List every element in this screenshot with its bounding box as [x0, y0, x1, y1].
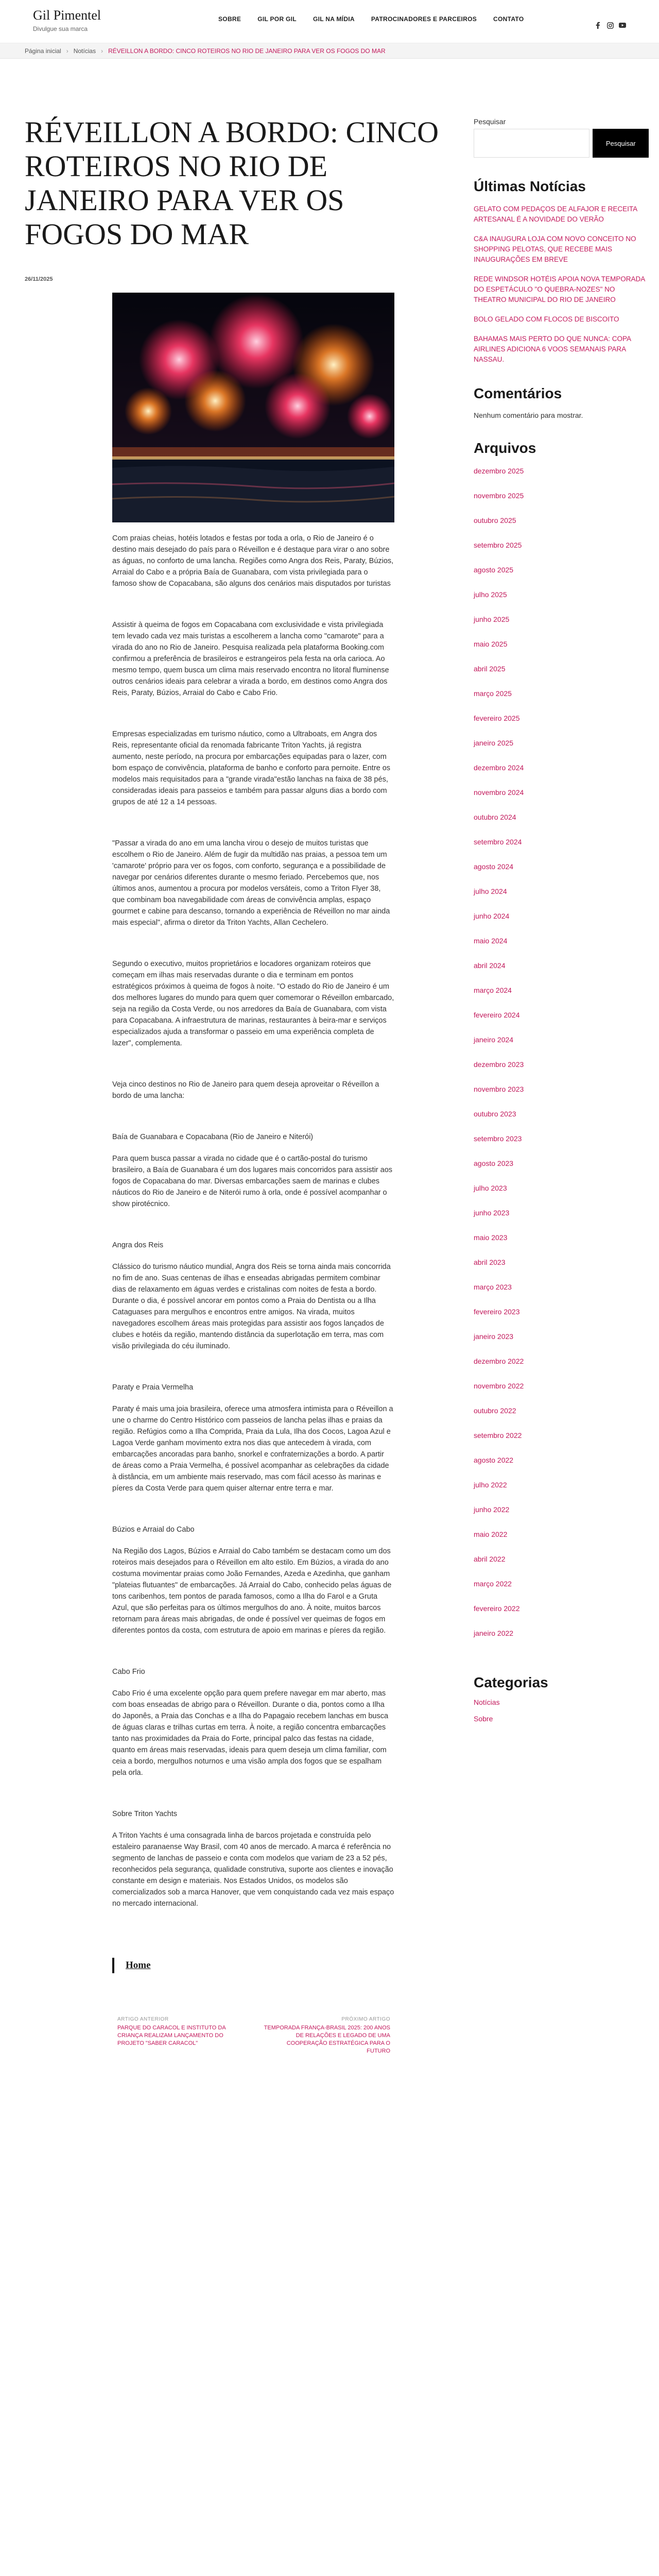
archive-item[interactable]: maio 2025 [474, 640, 508, 648]
paragraph: Segundo o executivo, muitos proprietários e locadores organizam roteiros que começam em ilhas mais reservadas durante o dia e terminam em pontos estratégicos próximos à queima de fogos à noite. "O estado do Rio de Janeiro é um dos melhores lugares do mundo para quem quer comemorar o Réveillon embarcado, seja na região da Costa Verde, ou nos arredores da Baía de Guanabara, com vista para Copacabana. A infraestrutura de marinas, restaurantes à beira-mar e serviços especializados ajuda a transformar o passeio em uma experiência completa de lazer", complementa. [112, 960, 394, 1047]
nav-item-gil-por-gil[interactable]: GIL POR GIL [257, 15, 297, 23]
content-layout [0, 59, 659, 2055]
nav-item-patrocinadores[interactable]: PATROCINADORES E PARCEIROS [371, 15, 477, 23]
breadcrumb-chevron-icon: › [101, 47, 103, 55]
archive-item[interactable]: setembro 2022 [474, 1431, 522, 1439]
article [25, 59, 447, 2055]
post-tags [112, 1958, 394, 1973]
sidebar [474, 59, 649, 2055]
archive-item[interactable]: outubro 2023 [474, 1110, 516, 1118]
archives-list [474, 467, 649, 1654]
paragraph: Veja cinco destinos no Rio de Janeiro para quem deseja aproveitar o Réveillon a bordo de uma lancha: [112, 1080, 379, 1100]
section-heading: Paraty e Praia Vermelha [112, 1383, 194, 1392]
facebook-icon[interactable] [594, 22, 601, 29]
section-heading: Sobre Triton Yachts [112, 1810, 178, 1818]
archive-item[interactable]: maio 2022 [474, 1530, 508, 1538]
archive-item[interactable]: dezembro 2025 [474, 467, 524, 475]
archive-item[interactable]: maio 2024 [474, 937, 508, 945]
archive-item[interactable]: novembro 2025 [474, 492, 524, 500]
archives-title: Arquivos [474, 440, 536, 456]
archive-item[interactable]: julho 2023 [474, 1184, 507, 1192]
next-post-label: PRÓXIMO ARTIGO [341, 2016, 390, 2022]
paragraph: Assistir à queima de fogos em Copacabana com exclusividade e vista privilegiada tem levado cada vez mais turistas a escolherem a lancha como "camarote" para a virada do ano no Rio de Janeiro. Pesquisa realizada pela plataforma Booking.com confirmou a preferência de brasileiros e estrangeiros pela festa na orla carioca. Ao mesmo tempo, quem busca um clima mais reservado encontra no litoral fluminense outros cenários ideais para celebrar a virada a bordo, em destinos como Angra dos Reis, Paraty, Búzios, Arraial do Cabo e Cabo Frio. [112, 621, 389, 697]
next-post-title[interactable]: TEMPORADA FRANÇA-BRASIL 2025: 200 ANOS DE RELAÇÕES E LEGADO DE UMA COOPERAÇÃO ESTRATÉGICA PARA O FUTURO [264, 2025, 390, 2054]
nav-item-gil-na-midia[interactable]: GIL NA MÍDIA [313, 15, 355, 23]
archive-item[interactable]: janeiro 2022 [474, 1629, 514, 1637]
archive-item[interactable]: janeiro 2023 [474, 1332, 514, 1341]
archive-item[interactable]: abril 2025 [474, 665, 506, 673]
archive-item[interactable]: novembro 2024 [474, 788, 524, 796]
prev-post-label: ARTIGO ANTERIOR [117, 2016, 169, 2022]
archive-item[interactable]: agosto 2023 [474, 1159, 514, 1167]
archive-item[interactable]: julho 2025 [474, 590, 507, 599]
post-content [112, 533, 394, 1909]
section-heading: Angra dos Reis [112, 1241, 164, 1249]
archive-item[interactable]: junho 2025 [474, 615, 510, 623]
category-item-sobre[interactable]: Sobre [474, 1715, 493, 1723]
search-label: Pesquisar [474, 117, 506, 126]
paragraph: Clássico do turismo náutico mundial, Angra dos Reis se torna ainda mais concorrida no fim de ano. Suas centenas de ilhas e enseadas abrigadas permitem combinar dias de relaxamento em águas verdes e cristalinas com noites de festa a bordo. Durante o dia, é possível ancorar em pontos como a Praia do Dentista ou a Ilha Cataguases para mergulhos e encontros entre amigos. Na virada, muitos navegadores escolhem áreas mais protegidas para assistir aos fogos lançados de clubes e hotéis da região, mantendo distância da superlotação em terra, mas com visão privilegiada do céu iluminado. [112, 1263, 391, 1350]
featured-image-fireworks [112, 293, 394, 522]
archive-item[interactable]: dezembro 2022 [474, 1357, 524, 1365]
archive-item[interactable]: setembro 2024 [474, 838, 522, 846]
paragraph: Paraty é mais uma joia brasileira, oferece uma atmosfera intimista para o Réveillon a une o charme do Centro Histórico com passeios de lancha pelas ilhas e praias da região. Refúgios como a Ilha Comprida, Praia da Lula, Ilha dos Cocos, Lagoa Azul e Lagoa Verde ganham movimento extra nos dias que antecedem à virada, com embarcações ancoradas para banho, snorkel e confraternizações a bordo. A partir de áreas como a Praia Vermelha, é possível acompanhar as celebrações da cidade à distância, em um ambiente mais reservado, mas com fácil acesso às marinas e píeres da Costa Verde para quem quiser alternar entre terra e mar. [112, 1405, 393, 1493]
site-title[interactable]: Gil Pimentel [33, 8, 101, 23]
paragraph: A Triton Yachts é uma consagrada linha de barcos projetada e construída pelo estaleiro paranaense Way Brasil, com 40 anos de mercado. A marca é referência no segmento de lanchas de passeio e conta com modelos que variam de 23 a 52 pés, reconhecidos pela segurança, qualidade construtiva, suporte aos clientes e inovação constante em design e materiais. Nos Estados Unidos, os modelos são comercializados sob a marca Hanover, que vem conquistando cada vez mais espaço no mercado internacional. [112, 1832, 394, 1908]
nav-item-contato[interactable]: CONTATO [493, 15, 524, 23]
latest-news-title: Últimas Notícias [474, 178, 586, 194]
tag-link-home[interactable]: Home [112, 1958, 151, 1973]
archive-item[interactable]: junho 2022 [474, 1505, 510, 1514]
latest-news-item[interactable]: GELATO COM PEDAÇOS DE ALFAJOR E RECEITA ARTESANAL É A NOVIDADE DO VERÃO [474, 205, 637, 223]
next-post-link[interactable] [262, 2016, 390, 2055]
archive-item[interactable]: agosto 2024 [474, 862, 514, 871]
post-date: 26/11/2025 [25, 276, 53, 282]
archive-item[interactable]: setembro 2025 [474, 541, 522, 549]
site-header [0, 0, 659, 43]
archive-item[interactable]: fevereiro 2025 [474, 714, 520, 722]
archive-item[interactable]: dezembro 2023 [474, 1060, 524, 1069]
nav-item-sobre[interactable]: SOBRE [218, 15, 241, 23]
archive-item[interactable]: outubro 2024 [474, 813, 516, 821]
section-heading: Cabo Frio [112, 1668, 145, 1676]
archive-item[interactable]: março 2025 [474, 689, 512, 698]
archive-item[interactable]: março 2022 [474, 1580, 512, 1588]
archive-item[interactable]: março 2023 [474, 1283, 512, 1291]
latest-news-item[interactable]: C&A INAUGURA LOJA COM NOVO CONCEITO NO SHOPPING PELOTAS, QUE RECEBE MAIS INAUGURAÇÕES EM BREVE [474, 235, 636, 263]
breadcrumb-category[interactable]: Notícias [73, 47, 96, 55]
archive-item[interactable]: agosto 2025 [474, 566, 514, 574]
archive-item[interactable]: julho 2024 [474, 887, 507, 895]
brand [33, 8, 136, 32]
breadcrumb [0, 43, 659, 59]
archive-item[interactable]: abril 2024 [474, 961, 506, 970]
archive-item[interactable]: junho 2023 [474, 1209, 510, 1217]
archive-item[interactable]: novembro 2023 [474, 1085, 524, 1093]
archive-item[interactable]: janeiro 2025 [474, 739, 514, 747]
breadcrumb-chevron-icon: › [66, 47, 68, 55]
latest-news-item[interactable]: BOLO GELADO COM FLOCOS DE BISCOITO [474, 315, 619, 323]
archive-item[interactable]: setembro 2023 [474, 1134, 522, 1143]
instagram-icon[interactable] [606, 22, 614, 29]
archive-item[interactable]: julho 2022 [474, 1481, 507, 1489]
archive-item[interactable]: junho 2024 [474, 912, 510, 920]
paragraph: Com praias cheias, hotéis lotados e festas por toda a orla, o Rio de Janeiro é o destino mais desejado do país para o Réveillon e é destaque para virar o ano sobre as águas, no conforto de uma lancha. Regiões como Angra dos Reis, Paraty, Búzios, Arraial do Cabo e a própria Baía de Guanabara, com vista privilegiada para o famoso show de Copacabana, são alguns dos cenários mais disputados por turistas [112, 534, 394, 588]
youtube-icon[interactable] [619, 22, 626, 29]
latest-news-list [474, 204, 649, 365]
prev-post-title[interactable]: PARQUE DO CARACOL E INSTITUTO DA CRIANÇA REALIZAM LANÇAMENTO DO PROJETO "SABER CARACOL" [117, 2025, 226, 2046]
paragraph: Cabo Frio é uma excelente opção para quem prefere navegar em mar aberto, mas com boas enseadas de abrigo para o Réveillon. Durante o dia, pontos como a Ilha do Japonês, a Praia das Conchas e a Ilha do Papagaio recebem lanchas em busca de águas claras e trilhas curtas em terra. À noite, a região concentra embarcações tanto nas proximidades da Praia do Forte, principal palco das festas na cidade, quanto em áreas mais reservadas, ideais para quem deseja um clima familiar, com ceia a bordo, mergulhos noturnos e uma visão ampla dos fogos que se espalham pela orla. [112, 1689, 389, 1777]
paragraph: Para quem busca passar a virada no cidade que é o cartão-postal do turismo brasileiro, a Baía de Guanabara é um dos lugares mais concorridos para assistir aos fogos de Copacabana do mar. Diversas embarcações saem de marinas e clubes náuticos do Rio de Janeiro e de Niterói rumo à orla, onde é possível acompanhar o show pirotécnico. [112, 1155, 393, 1208]
main-nav [210, 13, 540, 25]
archive-item[interactable]: fevereiro 2022 [474, 1604, 520, 1613]
archive-item[interactable]: agosto 2022 [474, 1456, 514, 1464]
paragraph: Na Região dos Lagos, Búzios e Arraial do Cabo também se destacam como um dos roteiros mais desejados para o Réveillon em alto estilo. Em Búzios, a virada do ano costuma movimentar praias como João Fernandes, Azeda e Azedinha, que ganham "plateias flutuantes" de embarcações. Já Arraial do Cabo, conhecido pelas águas de tons caribenhos, tem pontos de parada famosos, como a Ilha do Farol e a Gruta Azul, que são perfeitas para os últimos mergulhos do ano. À noite, muitos barcos retornam para áreas mais abrigadas, de onde é possível ver queimas de fogos em diferentes pontos da costa, com estrutura de apoio em marinas e píeres da região. [112, 1547, 392, 1635]
search-form [474, 129, 649, 158]
latest-news-item[interactable]: REDE WINDSOR HOTÉIS APOIA NOVA TEMPORADA DO ESPETÁCULO "O QUEBRA-NOZES" NO THEATRO MUNICIPAL DO RIO DE JANEIRO [474, 275, 645, 303]
comments-title: Comentários [474, 385, 562, 401]
categories-title: Categorias [474, 1674, 548, 1690]
post-title: RÉVEILLON A BORDO: CINCO ROTEIROS NO RIO DE JANEIRO PARA VER OS FOGOS DO MAR [25, 115, 439, 251]
archive-item[interactable]: outubro 2022 [474, 1406, 516, 1415]
post-navigation [117, 2016, 390, 2055]
archive-item[interactable]: março 2024 [474, 986, 512, 994]
search-button[interactable]: Pesquisar [593, 129, 649, 158]
breadcrumb-current: RÉVEILLON A BORDO: CINCO ROTEIROS NO RIO DE JANEIRO PARA VER OS FOGOS DO MAR [108, 47, 386, 55]
archive-item[interactable]: outubro 2025 [474, 516, 516, 524]
archive-item[interactable]: fevereiro 2023 [474, 1308, 520, 1316]
breadcrumb-home[interactable]: Página inicial [25, 47, 61, 55]
archive-item[interactable]: maio 2023 [474, 1233, 508, 1242]
archive-item[interactable]: abril 2022 [474, 1555, 506, 1563]
archive-item[interactable]: dezembro 2024 [474, 764, 524, 772]
social-links [594, 22, 626, 29]
archive-item[interactable]: novembro 2022 [474, 1382, 524, 1390]
paragraph: "Passar a virada do ano em uma lancha virou o desejo de muitos turistas que escolhem o Rio de Janeiro. Além de fugir da multidão nas praias, a pessoa tem um 'camarote' próprio para ver os fogos, com conforto, segurança e a possibilidade de navegar por cenários diferentes durante o mesmo feriado. Percebemos que, nos últimos anos, aumentou a procura por modelos versáteis, como a Triton Flyer 38, que combinam boa navegabilidade com áreas de convivência amplas, espaço gourmet e cabine para descanso, tornando a experiência de Réveillon no mar ainda mais especial", afirma o diretor da Triton Yachts, Allan Cechelero. [112, 839, 390, 927]
categories-list [474, 1698, 649, 1731]
section-heading: Baía de Guanabara e Copacabana (Rio de Janeiro e Niterói) [112, 1133, 314, 1141]
archive-item[interactable]: fevereiro 2024 [474, 1011, 520, 1019]
category-item-noticias[interactable]: Notícias [474, 1698, 500, 1706]
paragraph: Empresas especializadas em turismo náutico, como a Ultraboats, em Angra dos Reis, representante oficial da renomada fabricante Triton Yachts, já registra aumento, neste período, na procura por embarcações equipadas para o lazer, com bom espaço de convivência, plataforma de banho e conforto para pernoite. Entre os modelos mais requisitados para a "grande virada"estão lanchas na faixa de 38 pés, consideradas ideais para passeios e também para passar alguns dias a bordo com grupos de até 12 a 14 pessoas. [112, 730, 391, 806]
latest-news-item[interactable]: BAHAMAS MAIS PERTO DO QUE NUNCA: COPA AIRLINES ADICIONA 6 VOOS SEMANAIS PARA NASSAU. [474, 335, 631, 363]
archive-item[interactable]: abril 2023 [474, 1258, 506, 1266]
search-input[interactable] [474, 129, 589, 158]
comments-empty: Nenhum comentário para mostrar. [474, 411, 583, 419]
site-tagline: Divulgue sua marca [33, 25, 88, 32]
section-heading: Búzios e Arraial do Cabo [112, 1526, 195, 1534]
prev-post-link[interactable] [117, 2016, 246, 2055]
archive-item[interactable]: janeiro 2024 [474, 1036, 514, 1044]
